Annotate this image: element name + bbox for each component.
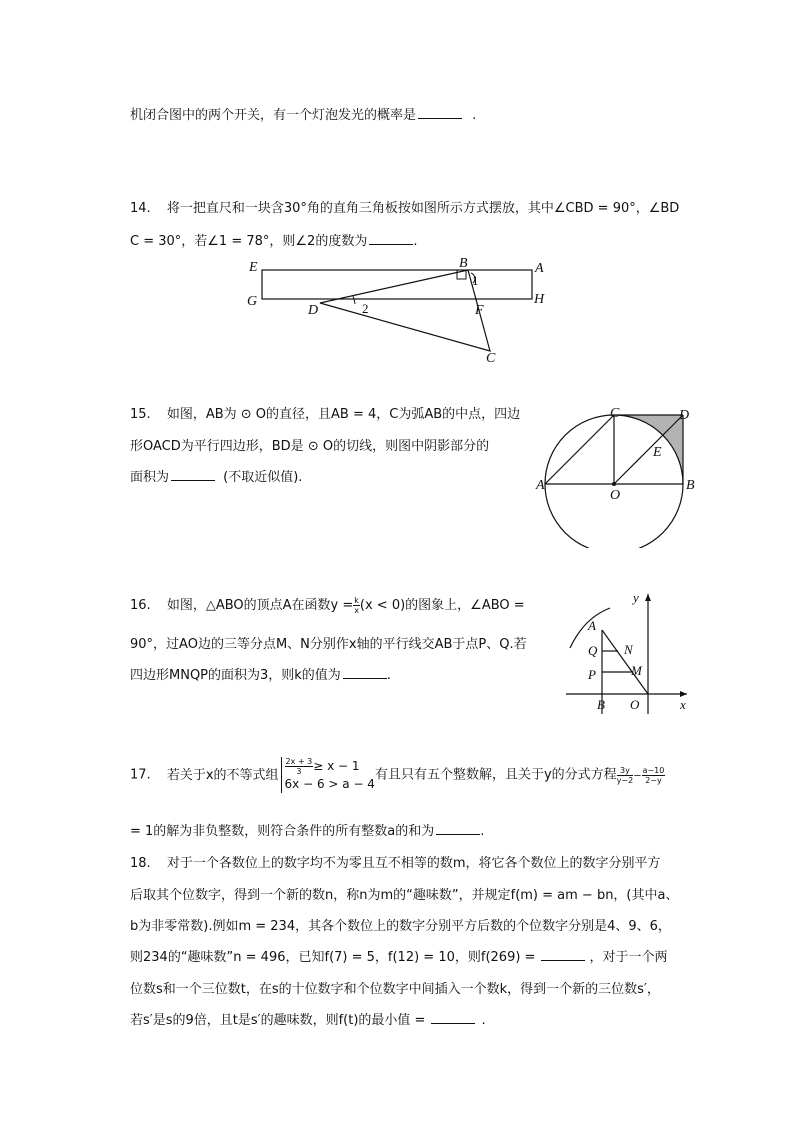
q15-figure bbox=[533, 403, 708, 548]
label-D: D bbox=[679, 408, 690, 423]
q17-ineq1-frac-bot: 3 bbox=[296, 767, 302, 776]
label-Q: Q bbox=[588, 643, 598, 658]
label-O: O bbox=[610, 488, 621, 503]
q17-eq-frac1-top: 3y bbox=[617, 766, 634, 776]
label-1: 1 bbox=[472, 273, 479, 288]
q15-answer-blank[interactable] bbox=[171, 468, 215, 481]
q17-pre: 若关于x的不等式组 bbox=[166, 767, 279, 783]
q16-fraction bbox=[353, 596, 360, 615]
q18-text1: 对于一个各数位上的数字均不为零且互不相等的数m，将它各个数位上的数字分别平方 bbox=[166, 856, 661, 871]
q18-number: 18. bbox=[130, 856, 151, 871]
segment-od bbox=[614, 415, 683, 484]
q17-text2: = 1的解为非负整数，则符合条件的所有整数a的和为 bbox=[130, 824, 435, 839]
q17-end: . bbox=[480, 824, 485, 839]
q16-line2 bbox=[130, 633, 527, 652]
ruler bbox=[262, 270, 532, 299]
label-C: C bbox=[486, 351, 496, 366]
label-B: B bbox=[686, 478, 695, 493]
q13-tail-line bbox=[130, 104, 476, 123]
q18-text4a: 则234的“趣味数”n = 496，已知f(7) = 5，f(12) = 10，则f(269) = bbox=[130, 950, 536, 965]
q18-text4b: ，对于一个两 bbox=[589, 950, 668, 965]
label-x: x bbox=[680, 697, 686, 712]
q17-ineq1-frac-top: 2x + 3 bbox=[285, 757, 313, 766]
q15-text3a: 面积为 bbox=[130, 470, 170, 485]
angle2-arc bbox=[353, 296, 355, 304]
q18-line2 bbox=[130, 884, 678, 903]
triangle bbox=[320, 270, 490, 351]
q13-tail-text: 机闭合图中的两个开关，有一个灯泡发光的概率是 bbox=[130, 108, 417, 123]
q17-eq-minus: − bbox=[633, 770, 642, 782]
q17-mid: 有且只有五个整数解，且关于y的分式方程 bbox=[374, 767, 617, 783]
label-N: N bbox=[624, 642, 633, 657]
q17-eq-frac2 bbox=[642, 766, 666, 785]
q18-line3 bbox=[130, 915, 671, 934]
label-y: y bbox=[633, 590, 639, 605]
label-2: 2 bbox=[362, 301, 369, 316]
q16-text1a: 如图，△ABO的顶点A在函数y = bbox=[166, 598, 354, 613]
q16-answer-blank[interactable] bbox=[343, 666, 387, 679]
q17-line2 bbox=[130, 820, 484, 839]
q18-text2: 后取其个位数字，得到一个新的数n，称n为m的“趣味数”，并规定f(m) = am − bn，(其中a、 bbox=[130, 888, 679, 903]
label-B: B bbox=[597, 697, 605, 712]
q16-frac-top: k bbox=[354, 596, 359, 605]
label-P: P bbox=[588, 667, 596, 682]
label-A: A bbox=[536, 478, 545, 493]
q18-line4 bbox=[130, 946, 667, 965]
q16-frac-bot: x bbox=[354, 606, 359, 615]
q18-answer-blank-1[interactable] bbox=[541, 948, 585, 961]
q17-inequality-system bbox=[281, 757, 375, 793]
q16-end: . bbox=[386, 668, 391, 683]
label-H: H bbox=[534, 292, 545, 307]
q17-number: 17. bbox=[130, 767, 151, 783]
q18-text6: 若s′是s的9倍，且t是s′的趣味数，则f(t)的最小值 = bbox=[130, 1013, 426, 1028]
q17-line1 bbox=[130, 757, 665, 793]
y-arrow bbox=[645, 594, 651, 601]
q13-end: . bbox=[472, 108, 477, 123]
q16-text2: 90°，过AO边的三等分点M、N分别作x轴的平行线交AB于点P、Q.若 bbox=[130, 637, 527, 652]
label-A: A bbox=[588, 618, 596, 633]
q15-line2 bbox=[130, 435, 489, 454]
center-dot bbox=[612, 482, 616, 486]
q14-end: . bbox=[413, 234, 418, 249]
q14-text1: 将一把直尺和一块含30°角的直角三角板按如图所示方式摆放，其中∠CBD = 90°，∠BD bbox=[166, 201, 680, 216]
q16-text1b: (x < 0)的图象上，∠ABO = bbox=[359, 598, 525, 613]
label-M: M bbox=[631, 663, 642, 678]
q14-text2: C = 30°，若∠1 = 78°，则∠2的度数为 bbox=[130, 234, 368, 249]
label-E: E bbox=[249, 260, 258, 275]
label-D: D bbox=[308, 303, 319, 318]
q18-text5: 位数s和一个三位数t，在s的十位数字和个位数字中间插入一个数k，得到一个新的三位数s′， bbox=[130, 982, 660, 997]
label-E: E bbox=[653, 445, 662, 460]
q14-line1 bbox=[130, 197, 679, 216]
q16-figure bbox=[562, 588, 697, 718]
q16-text3: 四边形MNQP的面积为3，则k的值为 bbox=[130, 668, 341, 683]
q18-line5 bbox=[130, 978, 660, 997]
q17-ineq2: 6x − 6 > a − 4 bbox=[284, 777, 375, 791]
label-G: G bbox=[247, 294, 258, 309]
q14-number: 14. bbox=[130, 201, 151, 216]
q17-eq-frac1 bbox=[617, 766, 634, 785]
q15-line3 bbox=[130, 466, 302, 485]
q16-number: 16. bbox=[130, 598, 151, 613]
q17-eq-frac2-bot: 2−y bbox=[645, 775, 662, 785]
q17-eq-frac1-bot: y−2 bbox=[616, 775, 634, 785]
q17-eq-frac2-top: a−10 bbox=[642, 765, 665, 775]
q18-answer-blank-2[interactable] bbox=[431, 1011, 475, 1024]
q14-line2 bbox=[130, 230, 417, 249]
q17-answer-blank[interactable] bbox=[436, 822, 480, 835]
segment-ao bbox=[602, 630, 648, 694]
q15-number: 15. bbox=[130, 407, 151, 422]
q18-text3: b为非零常数).例如m = 234，其各个数位上的数字分别平方后数的个位数字分别是4、9、6， bbox=[130, 919, 671, 934]
q14-answer-blank[interactable] bbox=[369, 232, 413, 245]
label-F: F bbox=[475, 303, 484, 318]
q14-figure bbox=[240, 255, 560, 367]
q15-text3b: (不取近似值). bbox=[223, 470, 303, 485]
q15-line1 bbox=[130, 403, 520, 422]
label-B: B bbox=[459, 256, 468, 271]
label-C: C bbox=[610, 406, 620, 421]
q17-ineq1-rest: ≥ x − 1 bbox=[313, 759, 360, 773]
q13-answer-blank[interactable] bbox=[418, 106, 462, 119]
q18-line6 bbox=[130, 1009, 486, 1028]
q15-text2: 形OACD为平行四边形，BD是 ⊙ O的切线，则图中阴影部分的 bbox=[130, 439, 490, 454]
q15-text1: 如图，AB为 ⊙ O的直径，且AB = 4，C为弧AB的中点，四边 bbox=[166, 407, 521, 422]
segment-ac bbox=[545, 415, 614, 484]
label-O: O bbox=[630, 697, 640, 712]
q16-line1 bbox=[130, 594, 525, 615]
q17-ineq1-frac bbox=[285, 757, 314, 776]
q16-line3 bbox=[130, 664, 391, 683]
q18-line1 bbox=[130, 852, 661, 871]
q18-end: . bbox=[481, 1013, 486, 1028]
label-A: A bbox=[535, 261, 544, 276]
